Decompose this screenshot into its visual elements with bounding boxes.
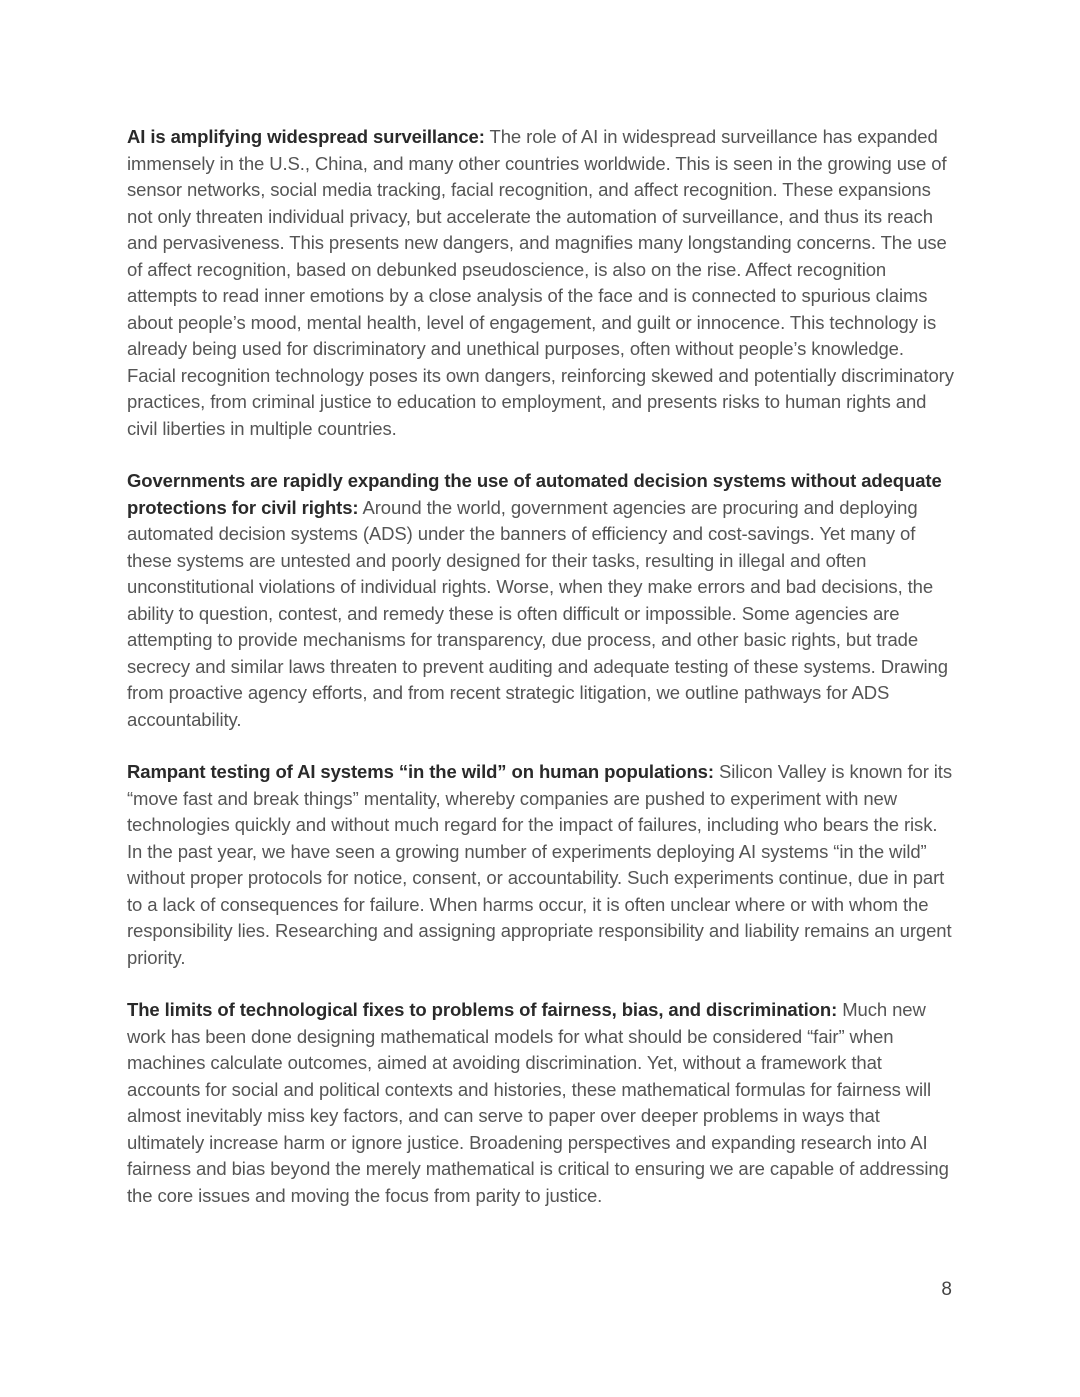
paragraph-text: The role of AI in widespread surveillance has expanded immensely in the U.S., China, and many other countries worldwide. This is seen in the growing use of sensor networks, social media tracking, facial recognition, and affect recognition. These expansions not only threaten individual privacy, but accelerate the automation of surveillance, and thus its reach and pervasiveness. This presents new dangers, and magnifies many longstanding concerns. The use of affect recognition, based on debunked pseudoscience, is also on the rise. Affect recognition attempts to read inner emotions by a close analysis of the face and is connected to spurious claims about people’s mood, mental health, level of engagement, and guilt or innocence. This technology is already being used for discriminatory and unethical purposes, often without people’s knowledge. Facial recognition technology poses its own dangers, reinforcing skewed and potentially discriminatory practices, from criminal justice to education to employment, and presents risks to human rights and civil liberties in multiple countries. (127, 126, 954, 439)
paragraph-testing-in-the-wild (127, 759, 957, 971)
page-number: 8 (941, 1279, 952, 1300)
paragraph-lead: The limits of technological fixes to problems of fairness, bias, and discrimination: (127, 999, 838, 1020)
paragraph-surveillance (127, 124, 957, 442)
document-body (127, 124, 957, 1235)
paragraph-automated-decision-systems (127, 468, 957, 733)
paragraph-text: Much new work has been done designing mathematical models for what should be considered “fair” when machines calculate outcomes, aimed at avoiding discrimination. Yet, without a framework that accounts for social and political contexts and histories, these mathematical formulas for fairness will almost inevitably miss key factors, and can serve to paper over deeper problems in ways that ultimately increase harm or ignore justice. Broadening perspectives and expanding research into AI fairness and bias beyond the merely mathematical is critical to ensuring we are capable of addressing the core issues and moving the focus from parity to justice. (127, 999, 949, 1206)
paragraph-lead: Rampant testing of AI systems “in the wild” on human populations: (127, 761, 714, 782)
paragraph-text: Around the world, government agencies are procuring and deploying automated decision systems (ADS) under the banners of efficiency and cost-savings. Yet many of these systems are untested and poorly designed for their tasks, resulting in illegal and often unconstitutional violations of individual rights. Worse, when they make errors and bad decisions, the ability to question, contest, and remedy these is often difficult or impossible. Some agencies are attempting to provide mechanisms for transparency, due process, and other basic rights, but trade secrecy and similar laws threaten to prevent auditing and adequate testing of these systems. Drawing from proactive agency efforts, and from recent strategic litigation, we outline pathways for ADS accountability. (127, 496, 948, 730)
paragraph-lead: AI is amplifying widespread surveillance: (127, 126, 485, 147)
paragraph-lead: Governments are rapidly expanding the use of automated decision systems without adequate protections for civil rights: (127, 470, 942, 518)
paragraph-technological-fixes (127, 997, 957, 1209)
paragraph-text: Silicon Valley is known for its “move fast and break things” mentality, whereby companies are pushed to experiment with new technologies quickly and without much regard for the impact of failures, including who bears the risk. In the past year, we have seen a growing number of experiments deploying AI systems “in the wild” without proper protocols for notice, consent, or accountability. Such experiments continue, due in part to a lack of consequences for failure. When harms occur, it is often unclear where or with whom the responsibility lies. Researching and assigning appropriate responsibility and liability remains an urgent priority. (127, 761, 952, 968)
